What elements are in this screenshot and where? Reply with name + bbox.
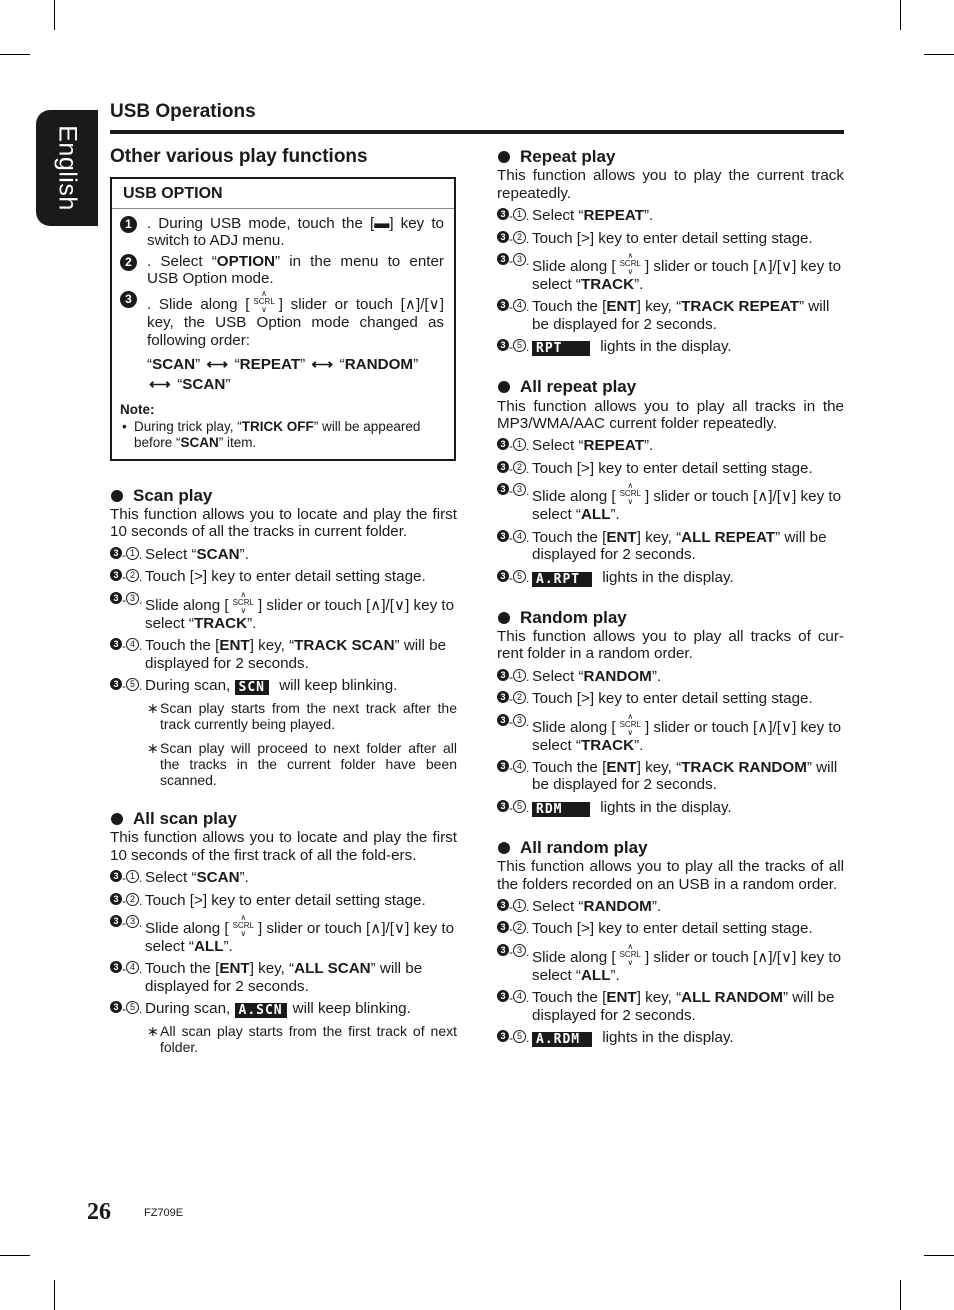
crop-mark xyxy=(0,54,30,55)
step: 3 - 4 . Touch the [ENT] key, “TRACK SCAN” will be displayed for 2 seconds. xyxy=(110,637,457,672)
step: 3 - 4 . Touch the [ENT] key, “ALL RANDOM” will be displayed for 2 seconds. xyxy=(497,989,844,1024)
bullet-icon xyxy=(498,151,510,163)
step: 3 - 1 . Select “SCAN”. xyxy=(110,869,457,886)
step-number-icon: 3 - 2 . xyxy=(110,893,142,910)
step-number-icon: 3 - 2 . xyxy=(497,921,529,938)
scrl-slider-icon: ∧ SCRL ∨ xyxy=(619,481,641,507)
step: 3 - 3 . Slide along [∧ SCRL ∨ ] slider or touch [∧]/[∨] key to select “ALL”. xyxy=(497,943,844,984)
language-tab xyxy=(36,110,98,226)
section-all-random-play xyxy=(497,839,844,1047)
right-column xyxy=(497,148,844,1052)
step-number-icon: 3 - 4 . xyxy=(110,638,142,655)
step-number-icon: 3 - 5 . xyxy=(110,1001,142,1018)
section-desc: This function allows you to play all the tracks of all the folders recorded on an USB in a random order. xyxy=(497,858,844,893)
crop-mark xyxy=(900,1280,901,1310)
step-number-icon: 3 - 1 . xyxy=(497,669,529,686)
header-rule xyxy=(110,130,844,134)
usb-option-title: USB OPTION xyxy=(112,179,454,208)
scrl-slider-icon: ∧ SCRL ∨ xyxy=(619,251,641,277)
section-title: All scan play xyxy=(110,810,457,827)
crop-mark xyxy=(924,1255,954,1256)
step-number-icon: 3 - 1 . xyxy=(497,899,529,916)
usb-option-step: 1 . During USB mode, touch the [▬] key to switch to ADJ menu. xyxy=(120,215,444,250)
step: 3 - 5 . RDM lights in the display. xyxy=(497,799,844,817)
usb-option-step: 3 . Slide along [∧ SCRL ∨ ] slider or touch [∧]/[∨] key, the USB Option mode changed as following order: xyxy=(120,290,444,349)
bullet-icon xyxy=(111,813,123,825)
step: 3 - 2 . Touch [>] key to enter detail setting stage. xyxy=(497,230,844,247)
step-number-icon: 3 - 3 . xyxy=(497,944,529,961)
step: 3 - 1 . Select “RANDOM”. xyxy=(497,668,844,685)
step: 3 - 5 . A.RPT lights in the display. xyxy=(497,569,844,587)
section-title: Random play xyxy=(497,609,844,626)
section-random-play xyxy=(497,609,844,817)
step: 3 - 1 . Select “SCAN”. xyxy=(110,546,457,563)
crop-mark xyxy=(924,54,954,55)
menu-key-icon: ▬ xyxy=(374,214,390,232)
step-number-icon: 3 - 1 . xyxy=(497,438,529,455)
footnote: ∗ All scan play starts from the first track of next folder. xyxy=(147,1023,457,1056)
step-number-icon: 3 - 5 . xyxy=(497,339,529,356)
step: 3 - 5 . During scan, A.SCN will keep blinking. xyxy=(110,1000,457,1018)
section-desc: This function allows you to play all tracks in the MP3/WMA/AAC current folder repeatedly. xyxy=(497,397,844,433)
step: 3 - 5 . RPT lights in the display. xyxy=(497,338,844,356)
step-number-icon: 3 - 3 . xyxy=(497,253,529,270)
section-header: USB Operations xyxy=(110,101,256,122)
scrl-slider-icon: ∧ SCRL ∨ xyxy=(232,589,254,615)
crop-mark xyxy=(54,0,55,30)
usb-option-box xyxy=(110,177,456,460)
section-title: All random play xyxy=(497,839,844,856)
section-desc: This function allows you to play all tracks of cur-rent folder in a random order. xyxy=(497,627,844,663)
section-scan-play xyxy=(110,487,457,788)
lcd-indicator: A.RPT xyxy=(532,572,592,587)
step-number-icon: 3 - 4 . xyxy=(497,990,529,1007)
scrl-slider-icon: ∧ SCRL ∨ xyxy=(232,912,254,938)
step-number-icon: 3 - 4 . xyxy=(497,530,529,547)
step: 3 - 3 . Slide along [∧ SCRL ∨ ] slider or touch [∧]/[∨] key to select “TRACK”. xyxy=(110,591,457,632)
step-number-icon: 3 - 2 . xyxy=(497,231,529,248)
step: 3 - 5 . During scan, SCN will keep blinking. xyxy=(110,677,457,695)
step-number-icon: 3 - 4 . xyxy=(497,760,529,777)
step-number-icon: 3 - 5 . xyxy=(497,800,529,817)
section-repeat-play xyxy=(497,148,844,356)
asterisk-icon: ∗ xyxy=(147,699,159,716)
section-desc: This function allows you to locate and play the first 10 seconds of the first track of all the fold-ers. xyxy=(110,829,457,864)
scrl-slider-icon: ∧ SCRL ∨ xyxy=(619,711,641,737)
note-title: Note: xyxy=(120,402,155,418)
step-number-icon: 1 xyxy=(120,216,137,233)
bullet-icon xyxy=(498,381,510,393)
bullet-icon xyxy=(498,612,510,624)
step-number-icon: 3 - 5 . xyxy=(110,678,142,695)
step-number-icon: 3 xyxy=(120,291,137,308)
double-arrow-icon: ⟷ xyxy=(206,356,229,374)
bullet-icon xyxy=(111,490,123,502)
step-number-icon: 3 - 2 . xyxy=(110,569,142,586)
step-number-icon: 3 - 1 . xyxy=(110,547,142,564)
step: 3 - 4 . Touch the [ENT] key, “ALL REPEAT” will be displayed for 2 seconds. xyxy=(497,529,844,564)
lcd-indicator: RDM xyxy=(532,802,590,817)
step: 3 - 3 . Slide along [∧ SCRL ∨ ] slider or touch [∧]/[∨] key to select “TRACK”. xyxy=(497,713,844,754)
step: 3 - 2 . Touch [>] key to enter detail setting stage. xyxy=(497,920,844,937)
section-desc: This function allows you to locate and play the first 10 seconds of all the tracks in current folder. xyxy=(110,506,457,541)
step: 3 - 3 . Slide along [∧ SCRL ∨ ] slider or touch [∧]/[∨] key to select “ALL”. xyxy=(110,914,457,955)
mode-sequence: “SCAN” ⟷ “REPEAT” ⟷ “RANDOM” ⟷ “SCAN” xyxy=(147,356,419,394)
step-number-icon: 3 - 3 . xyxy=(497,714,529,731)
step-number-icon: 3 - 5 . xyxy=(497,570,529,587)
crop-mark xyxy=(0,1255,30,1256)
lcd-indicator: A.RDM xyxy=(532,1032,592,1047)
step: 3 - 1 . Select “RANDOM”. xyxy=(497,898,844,915)
section-all-scan-play xyxy=(110,810,457,1055)
lcd-indicator: SCN xyxy=(235,680,269,695)
lcd-indicator: A.SCN xyxy=(235,1003,287,1018)
step: 3 - 1 . Select “REPEAT”. xyxy=(497,207,844,224)
step-number-icon: 3 - 4 . xyxy=(110,961,142,978)
step-number-icon: 2 xyxy=(120,254,137,271)
step-number-icon: 3 - 4 . xyxy=(497,299,529,316)
step: 3 - 3 . Slide along [∧ SCRL ∨ ] slider or touch [∧]/[∨] key to select “TRACK”. xyxy=(497,252,844,293)
bullet-icon xyxy=(498,842,510,854)
step-number-icon: 3 - 1 . xyxy=(497,208,529,225)
footnote: ∗ Scan play starts from the next track after the track currently being played. xyxy=(147,699,457,732)
crop-mark xyxy=(900,0,901,30)
step: 3 - 4 . Touch the [ENT] key, “ALL SCAN” will be displayed for 2 seconds. xyxy=(110,960,457,995)
bullet-icon: • xyxy=(122,418,127,434)
model-number: FZ709E xyxy=(144,1207,184,1219)
step: 3 - 4 . Touch the [ENT] key, “TRACK RANDOM” will be displayed for 2 seconds. xyxy=(497,759,844,794)
step-number-icon: 3 - 2 . xyxy=(497,691,529,708)
step-number-icon: 3 - 2 . xyxy=(497,461,529,478)
section-all-repeat-play xyxy=(497,378,844,586)
section-desc: This function allows you to play the current track repeatedly. xyxy=(497,167,844,202)
double-arrow-icon: ⟷ xyxy=(149,376,171,394)
section-title: All repeat play xyxy=(497,378,844,395)
left-column xyxy=(110,148,457,1063)
lcd-indicator: RPT xyxy=(532,341,590,356)
step: 3 - 1 . Select “REPEAT”. xyxy=(497,437,844,454)
section-title: Scan play xyxy=(110,487,457,504)
step: 3 - 5 . A.RDM lights in the display. xyxy=(497,1029,844,1047)
asterisk-icon: ∗ xyxy=(147,1023,159,1040)
step: 3 - 4 . Touch the [ENT] key, “TRACK REPEAT” will be displayed for 2 seconds. xyxy=(497,298,844,333)
step-number-icon: 3 - 3 . xyxy=(497,483,529,500)
footnote: ∗ Scan play will proceed to next folder after all the tracks in the current folder have been scanned. xyxy=(147,739,457,788)
step-number-icon: 3 - 3 . xyxy=(110,592,142,609)
scrl-slider-icon: ∧ SCRL ∨ xyxy=(619,941,641,967)
page-title: Other various play functions xyxy=(110,146,368,167)
step: 3 - 2 . Touch [>] key to enter detail setting stage. xyxy=(497,460,844,477)
step: 3 - 2 . Touch [>] key to enter detail setting stage. xyxy=(110,892,457,909)
usb-option-step: 2 . Select “OPTION” in the menu to enter USB Option mode. xyxy=(120,253,444,288)
asterisk-icon: ∗ xyxy=(147,739,159,756)
section-title: Repeat play xyxy=(497,148,844,165)
page-number: 26 xyxy=(87,1199,111,1225)
language-label: English xyxy=(53,125,82,211)
crop-mark xyxy=(54,1280,55,1310)
step: 3 - 3 . Slide along [∧ SCRL ∨ ] slider or touch [∧]/[∨] key to select “ALL”. xyxy=(497,482,844,523)
double-arrow-icon: ⟷ xyxy=(311,356,334,374)
step: 3 - 2 . Touch [>] key to enter detail setting stage. xyxy=(497,690,844,707)
step-number-icon: 3 - 5 . xyxy=(497,1030,529,1047)
step-number-icon: 3 - 3 . xyxy=(110,915,142,932)
note-text: • During trick play, “TRICK OFF” will be appeared before “SCAN” item. xyxy=(122,418,421,450)
scrl-slider-icon: ∧ SCRL ∨ xyxy=(253,289,275,315)
step-number-icon: 3 - 1 . xyxy=(110,870,142,887)
step: 3 - 2 . Touch [>] key to enter detail setting stage. xyxy=(110,568,457,585)
